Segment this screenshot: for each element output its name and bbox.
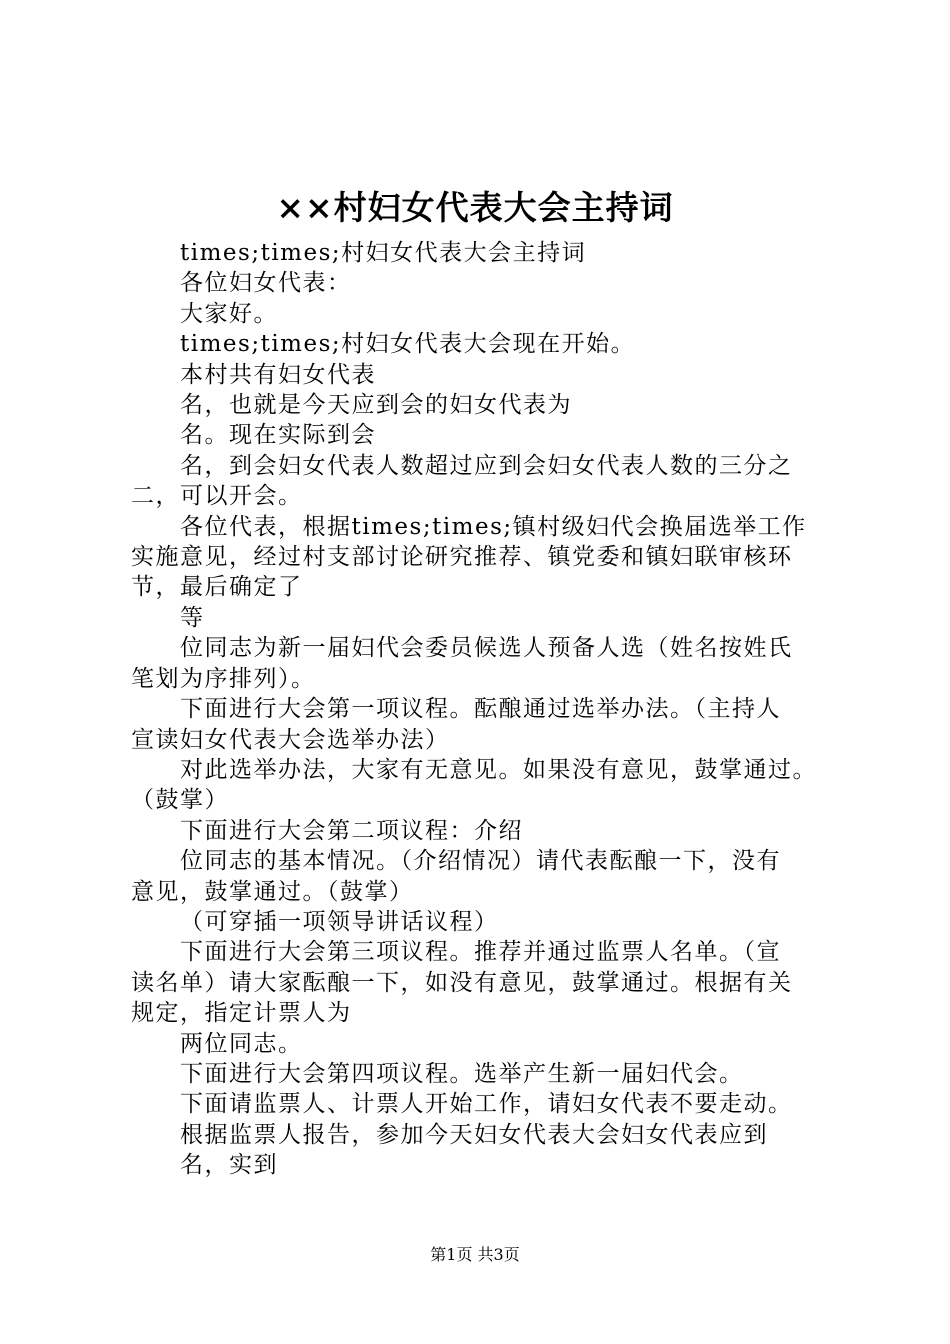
paragraph-line: 下面进行大会第三项议程。推荐并通过监票人名单。（宣 — [180, 939, 781, 966]
paragraph-line: 名。现在实际到会 — [180, 422, 376, 449]
paragraph-line: 名，也就是今天应到会的妇女代表为 — [180, 392, 572, 419]
paragraph-line: times;times;村妇女代表大会现在开始。 — [180, 331, 636, 358]
paragraph-line: 二，可以开会。 — [131, 483, 303, 510]
page-title: ××村妇女代表大会主持词 — [276, 188, 674, 227]
paragraph-line: 本村共有妇女代表 — [180, 361, 376, 388]
paragraph-line: 下面进行大会第一项议程。酝酿通过选举办法。（主持人 — [180, 696, 781, 723]
paragraph-line: 根据监票人报告，参加今天妇女代表大会妇女代表应到 — [180, 1121, 768, 1148]
paragraph-line: 位同志为新一届妇代会委员候选人预备人选（姓名按姓氏 — [180, 635, 793, 662]
paragraph-line: 对此选举办法，大家有无意见。如果没有意见，鼓掌通过。 — [180, 756, 817, 783]
paragraph-line: 名，实到 — [180, 1152, 278, 1179]
paragraph-line: 各位妇女代表： — [180, 270, 352, 297]
paragraph-line: （可穿插一项领导讲话议程） — [180, 908, 499, 935]
paragraph-line: 下面进行大会第四项议程。选举产生新一届妇代会。 — [180, 1060, 744, 1087]
paragraph-line: 两位同志。 — [180, 1030, 303, 1057]
paragraph-line: 读名单）请大家酝酿一下，如没有意见，鼓掌通过。根据有关 — [131, 969, 793, 996]
paragraph-line: 位同志的基本情况。（介绍情况）请代表酝酿一下，没有 — [180, 848, 781, 875]
paragraph-line: 规定，指定计票人为 — [131, 1000, 352, 1027]
paragraph-line: 名，到会妇女代表人数超过应到会妇女代表人数的三分之 — [180, 452, 793, 479]
paragraph-line: 下面进行大会第二项议程：介绍 — [180, 817, 523, 844]
paragraph-line: （鼓掌） — [131, 787, 229, 814]
paragraph-line: 大家好。 — [180, 300, 278, 327]
document-body — [131, 238, 831, 1181]
paragraph-line: 宣读妇女代表大会选举办法） — [131, 726, 450, 753]
paragraph-line: 实施意见，经过村支部讨论研究推荐、镇党委和镇妇联审核环 — [131, 544, 793, 571]
paragraph-line: 节，最后确定了 — [131, 574, 303, 601]
paragraph-line: 下面请监票人、计票人开始工作，请妇女代表不要走动。 — [180, 1091, 793, 1118]
paragraph-line: 各位代表，根据times;times;镇村级妇代会换届选举工作 — [180, 513, 807, 540]
paragraph-line: times;times;村妇女代表大会主持词 — [180, 240, 587, 266]
paragraph-line: 等 — [180, 604, 205, 631]
paragraph-line: 意见，鼓掌通过。（鼓掌） — [131, 878, 414, 905]
paragraph-line: 笔划为序排列）。 — [131, 665, 316, 692]
page-footer: 第1页 共3页 — [430, 1245, 520, 1264]
